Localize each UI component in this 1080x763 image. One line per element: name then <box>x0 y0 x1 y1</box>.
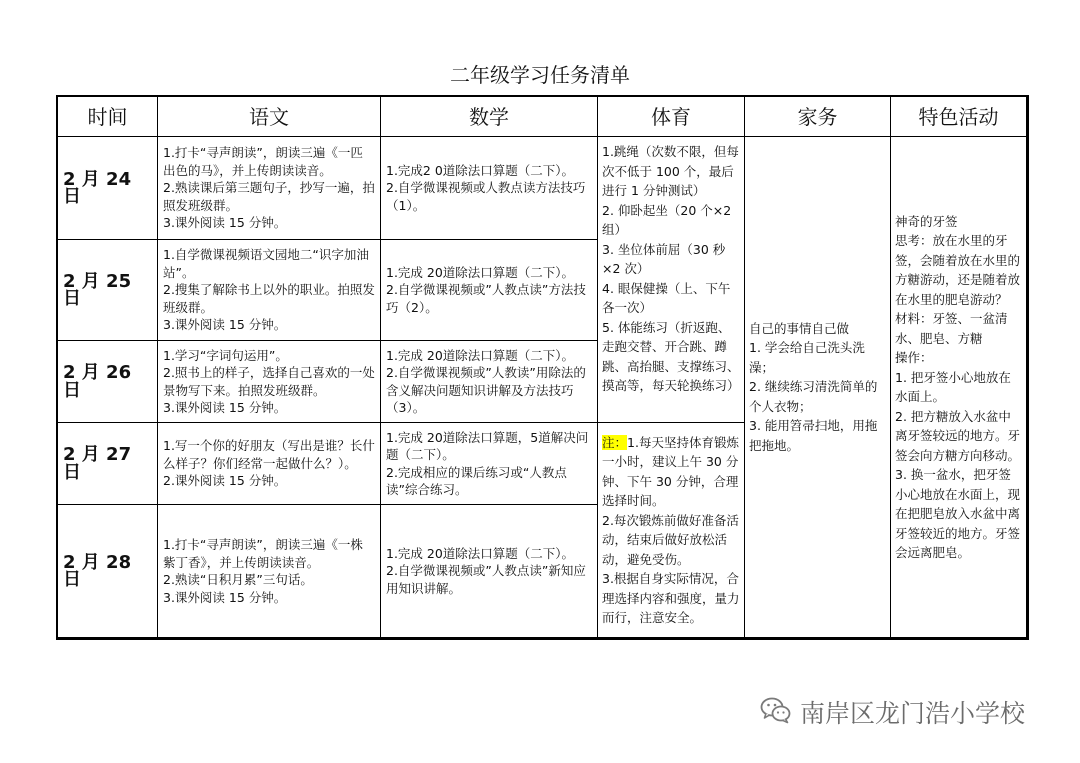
header-math: 数学 <box>381 97 598 137</box>
task-item: 3.课外阅读 15 分钟。 <box>163 215 287 231</box>
activity-materials: 材料：牙签、一盆清水、肥皂、方糖 <box>895 311 1008 346</box>
header-special: 特色活动 <box>891 97 1027 137</box>
activity-step: 2. 把方糖放入水盆中离牙签较远的地方。牙签会向方糖方向移动。 <box>895 408 1021 463</box>
task-item: 1.打卡“寻声朗读”，朗读三遍《一株紫丁香》，并上传朗读读音。 <box>163 537 363 570</box>
task-item: 2.自学微课视频或”人教点读”新知应用知识讲解。 <box>386 563 586 596</box>
chores-item: 3. 能用笤帚扫地，用拖把拖地。 <box>749 418 878 453</box>
activity-title: 神奇的牙签 <box>895 213 958 229</box>
task-item: 1.完成2 0道除法口算题（二下）。 <box>386 162 575 178</box>
pe-item: 2. 仰卧起坐（20 个×2 组） <box>602 202 732 237</box>
task-item: 2.搜集了解除书上以外的职业。拍照发班级群。 <box>163 282 375 315</box>
pe-item: 3. 坐位体前屈（30 秒×2 次） <box>602 241 726 276</box>
math-cell <box>381 137 598 240</box>
math-cell <box>381 505 598 638</box>
task-item: 2.自学微课视频或”人教读”用除法的含义解决问题知识讲解及方法技巧（3）。 <box>386 365 586 415</box>
pe-note <box>602 433 740 511</box>
date-cell: 2 月 27 日 <box>58 423 158 505</box>
chores-heading: 自己的事情自己做 <box>749 320 850 336</box>
date-cell: 2 月 28 日 <box>58 505 158 638</box>
task-item: 2.熟读“日积月累”三句话。 <box>163 572 313 587</box>
task-table <box>56 95 1029 640</box>
task-item: 1.打卡“寻声朗读”，朗读三遍《一匹出色的马》，并上传朗读读音。 <box>163 145 363 178</box>
header-chores: 家务 <box>745 97 891 137</box>
special-activity-cell <box>891 137 1027 638</box>
math-cell <box>381 341 598 423</box>
chinese-cell <box>158 240 381 341</box>
task-item: 1.完成 20道除法口算题，5道解决问题（二下）。 <box>386 429 589 462</box>
chores-item: 1. 学会给自己洗头洗澡； <box>749 340 865 375</box>
wechat-icon <box>760 696 792 728</box>
task-item: 2.自学微课视频或”人教点读”方法技巧（2）。 <box>386 282 586 315</box>
chinese-cell <box>158 137 381 240</box>
pe-notes-cell <box>598 423 745 638</box>
task-item: 2.照书上的样子，选择自己喜欢的一处景物写下来。拍照发班级群。 <box>163 365 375 398</box>
chinese-cell <box>158 341 381 423</box>
page-title: 二年级学习任务清单 <box>450 63 630 87</box>
note-text: 1.每天坚持体育锻炼一小时，建议上午 30 分钟、下午 30 分钟，合理选择时间。 <box>602 434 739 508</box>
pe-note: 3.根据自身实际情况，合理选择内容和强度，量力而行，注意安全。 <box>602 571 740 625</box>
pe-item: 5. 体能练习（折返跑、走跑交替、开合跳、蹲跳、高抬腿、支撑练习、摸高等，每天轮换练习） <box>602 319 740 393</box>
activity-question: 思考：放在水里的牙签，会随着放在水里的方糖游动，还是随着放在水里的肥皂游动？ <box>895 233 1021 307</box>
task-item: 3.课外阅读 15 分钟。 <box>163 589 287 605</box>
note-label: 注： <box>602 434 628 450</box>
task-item: 3.课外阅读 15 分钟。 <box>163 400 287 415</box>
watermark-text: 南岸区龙门浩小学校 <box>800 699 1026 728</box>
task-item: 1.完成 20道除法口算题（二下）。 <box>386 264 575 280</box>
task-item: 1.自学微课视频语文园地二“识字加油站”。 <box>163 247 369 280</box>
task-item: 2.熟读课后第三题句子，抄写一遍，拍照发班级群。 <box>163 180 375 213</box>
task-item: 2.课外阅读 15 分钟。 <box>163 473 287 489</box>
task-item: 3.课外阅读 15 分钟。 <box>163 317 287 333</box>
math-cell <box>381 423 598 505</box>
header-pe: 体育 <box>598 97 745 137</box>
task-item: 2.自学微课视频或人教点读方法技巧（1）。 <box>386 180 586 213</box>
activity-step: 3. 换一盆水，把牙签小心地放在水面上，现在把肥皂放入水盆中离牙签较近的地方。牙签会远离肥皂。 <box>895 467 1021 560</box>
task-item: 1.学习“字词句运用”。 <box>163 347 288 363</box>
watermark <box>760 696 1025 728</box>
pe-item: 1.跳绳（次数不限，但每次不低于 100 个，最后进行 1 分钟测试） <box>602 144 739 198</box>
header-time: 时间 <box>58 97 158 137</box>
pe-exercise-cell <box>598 137 745 423</box>
task-item: 1.完成 20道除法口算题（二下）。 <box>386 347 575 363</box>
chores-cell <box>745 137 891 638</box>
math-cell <box>381 240 598 341</box>
chinese-cell <box>158 505 381 638</box>
date-cell: 2 月 25 日 <box>58 240 158 341</box>
task-item: 1.完成 20道除法口算题（二下）。 <box>386 545 575 561</box>
header-chinese: 语文 <box>158 97 381 137</box>
pe-note: 2.每次锻炼前做好准备活动，结束后做好放松活动，避免受伤。 <box>602 512 739 567</box>
task-item: 2.完成相应的课后练习或“人教点读”综合练习。 <box>386 464 567 497</box>
task-item: 1.写一个你的好朋友（写出是谁？长什么样子？你们经常一起做什么？）。 <box>163 438 375 471</box>
date-cell: 2 月 26 日 <box>58 341 158 423</box>
activity-step: 1. 把牙签小心地放在水面上。 <box>895 369 1011 404</box>
chores-item: 2. 继续练习清洗简单的个人衣物； <box>749 379 878 414</box>
date-cell: 2 月 24 日 <box>58 137 158 240</box>
activity-steps-label: 操作： <box>895 350 933 365</box>
chinese-cell <box>158 423 381 505</box>
pe-item: 4. 眼保健操（上、下午各一次） <box>602 280 731 315</box>
